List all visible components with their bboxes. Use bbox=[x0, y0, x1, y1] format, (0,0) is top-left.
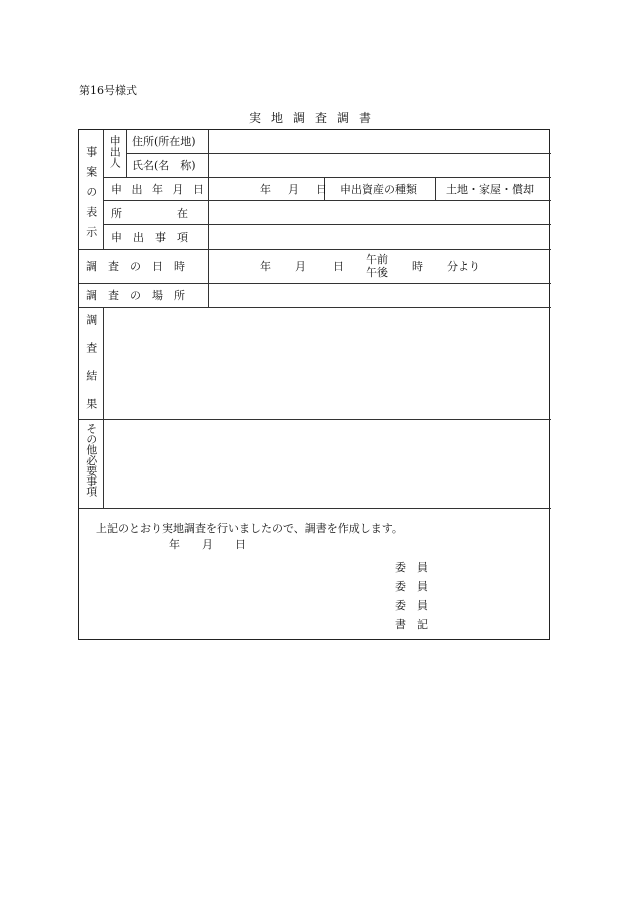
location-field[interactable] bbox=[209, 201, 550, 223]
case-display-label bbox=[79, 146, 103, 246]
survey-am[interactable]: 午前 bbox=[366, 253, 388, 266]
document-title: 実地調査調書 bbox=[248, 111, 381, 125]
address-field[interactable] bbox=[209, 131, 550, 153]
other-matters-label-text: その他必要事項 bbox=[84, 423, 98, 497]
asset-type-label: 申出資産の種類 bbox=[340, 183, 417, 196]
survey-datetime-label: 調 査 の 日 時 bbox=[86, 260, 185, 273]
survey-minute-from[interactable]: 分より bbox=[447, 260, 480, 273]
survey-result-label-text: 調査結果 bbox=[84, 314, 98, 426]
statement-text: 上記のとおり実地調査を行いましたので、調書を作成します。 bbox=[96, 522, 403, 535]
survey-record-form bbox=[78, 129, 550, 640]
name-field[interactable] bbox=[209, 154, 550, 176]
record-date[interactable]: 年 月 日 bbox=[169, 538, 246, 551]
location-label: 所 在 bbox=[111, 207, 188, 220]
request-matter-field[interactable] bbox=[209, 225, 550, 248]
member-1[interactable]: 委 員 bbox=[395, 561, 428, 574]
member-2[interactable]: 委 員 bbox=[395, 580, 428, 593]
survey-year[interactable]: 年 bbox=[260, 260, 271, 273]
other-matters-field[interactable] bbox=[104, 420, 550, 507]
other-matters-label bbox=[79, 423, 103, 497]
survey-month[interactable]: 月 bbox=[295, 260, 306, 273]
member-3[interactable]: 委 員 bbox=[395, 599, 428, 612]
survey-day[interactable]: 日 bbox=[333, 260, 344, 273]
form-number: 第16号様式 bbox=[79, 84, 137, 97]
request-date-field[interactable]: 年 月 日 bbox=[260, 183, 330, 196]
survey-hour[interactable]: 時 bbox=[412, 260, 423, 273]
name-label: 氏名(名 称) bbox=[132, 159, 196, 172]
survey-result-field[interactable] bbox=[104, 308, 550, 418]
survey-pm[interactable]: 午後 bbox=[366, 266, 388, 279]
asset-type-options[interactable]: 土地・家屋・償却 bbox=[446, 183, 534, 196]
clerk[interactable]: 書 記 bbox=[395, 618, 428, 631]
survey-result-label bbox=[79, 314, 103, 426]
address-label: 住所(所在地) bbox=[132, 135, 196, 148]
applicant-label-text: 申出人 bbox=[108, 135, 122, 168]
survey-place-label: 調 査 の 場 所 bbox=[86, 289, 185, 302]
request-matter-label: 申 出 事 項 bbox=[111, 231, 188, 244]
survey-place-field[interactable] bbox=[209, 284, 550, 306]
case-display-label-text: 事案の表示 bbox=[84, 146, 98, 246]
applicant-label bbox=[103, 135, 126, 168]
request-date-label: 申 出 年 月 日 bbox=[111, 183, 207, 196]
